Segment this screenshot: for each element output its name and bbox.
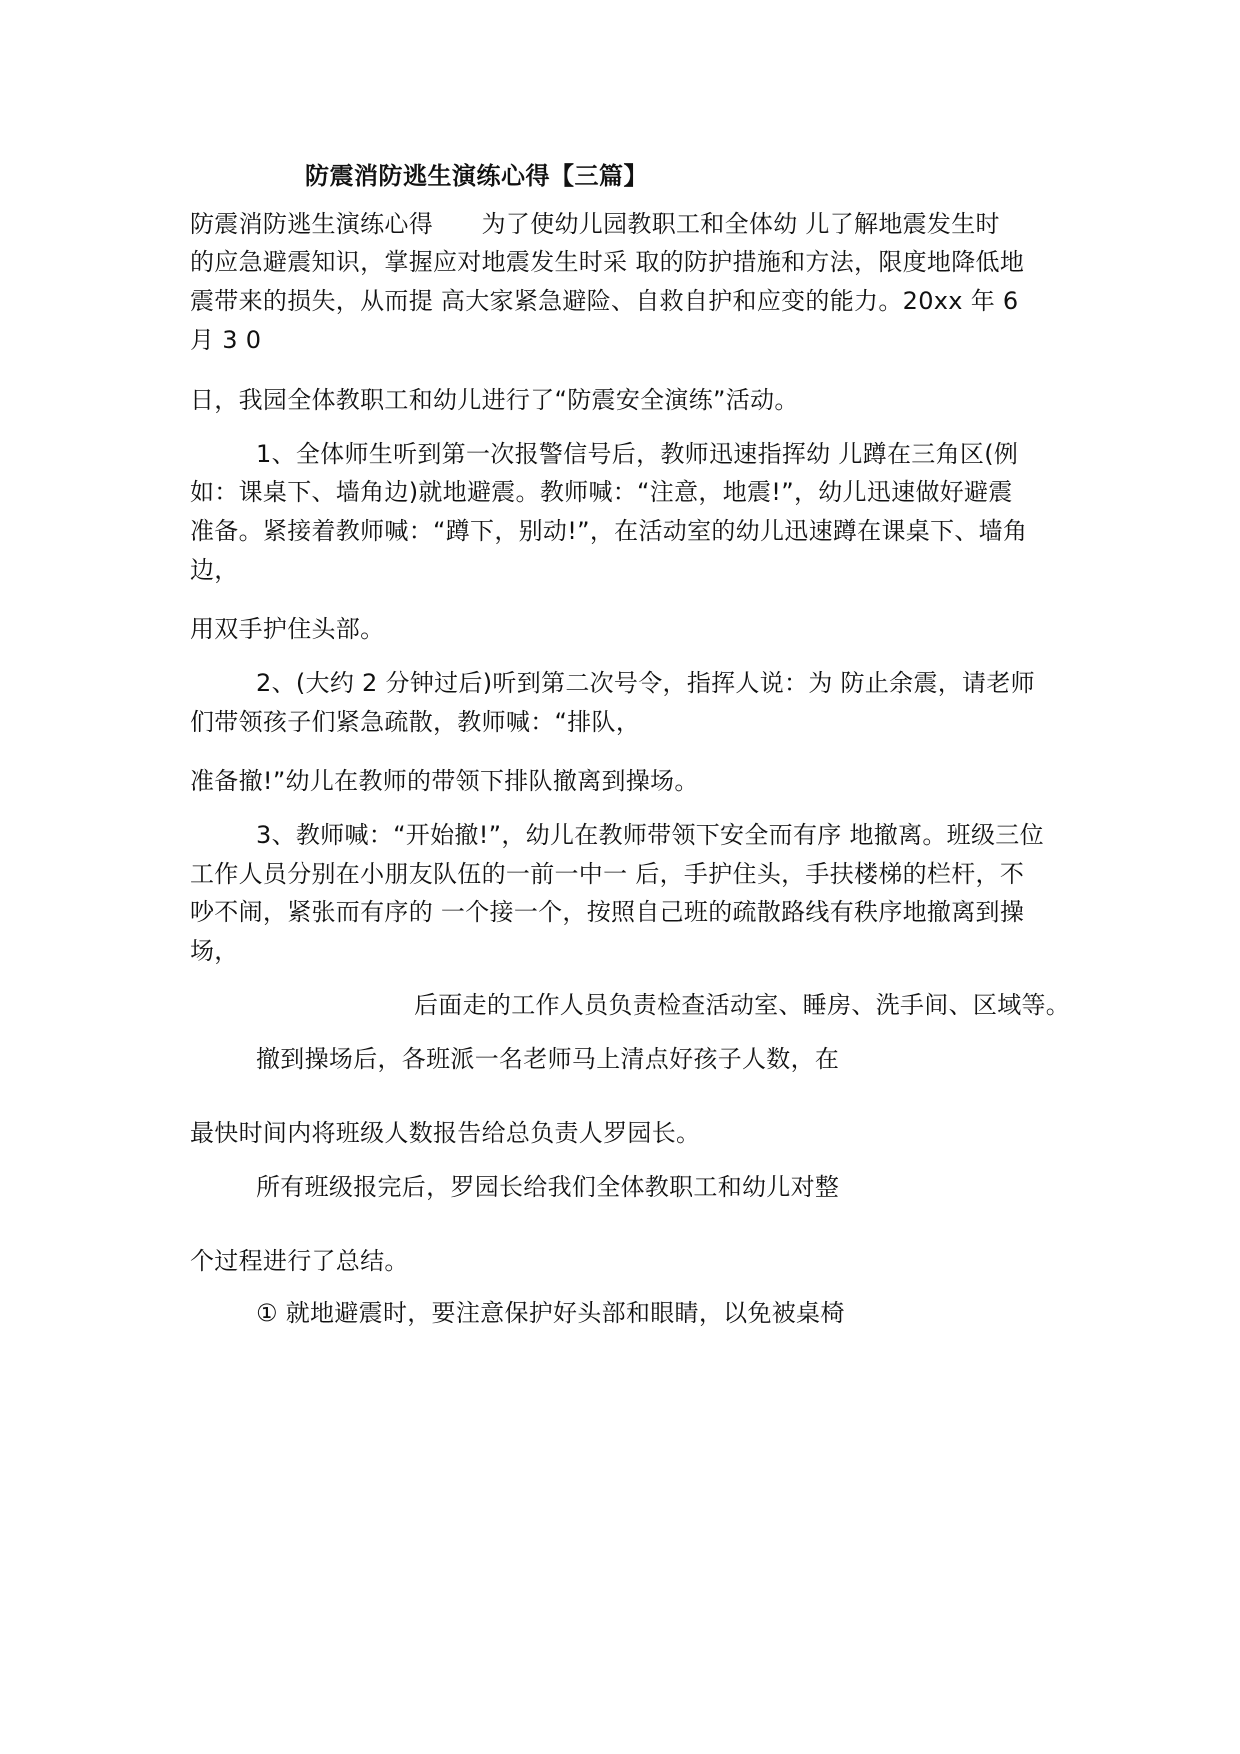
paragraph-line: 震带来的损失，从而提 高大家紧急避险、自救自护和应变的能力。20xx 年 6 [190,287,1019,315]
paragraph-line: 场， [190,937,239,965]
paragraph-line: ① 就地避震时，要注意保护好头部和眼睛，以免被桌椅 [256,1299,845,1327]
paragraph-line: 个过程进行了总结。 [190,1247,409,1275]
paragraph-line: 准备撤!”幼儿在教师的带领下排队撤离到操场。 [190,767,699,795]
paragraph-line: 最快时间内将班级人数报告给总负责人罗园长。 [190,1119,701,1147]
paragraph-line: 后面走的工作人员负责检查活动室、睡房、洗手间、区域等。 [414,991,1071,1019]
paragraph-line: 防震消防逃生演练心得 为了使幼儿园教职工和全体幼 儿了解地震发生时 [190,210,1000,238]
paragraph-line: 3、教师喊：“开始撤!”，幼儿在教师带领下安全而有序 地撤离。班级三位 [256,821,1044,849]
paragraph-line: 撤到操场后，各班派一名老师马上清点好孩子人数，在 [256,1045,840,1073]
paragraph-line: 准备。紧接着教师喊：“蹲下，别动!”，在活动室的幼儿迅速蹲在课桌下、墙角 [190,517,1028,545]
paragraph-line: 的应急避震知识，掌握应对地震发生时采 取的防护措施和方法，限度地降低地 [190,248,1025,276]
document-title: 防震消防逃生演练心得【三篇】 [305,162,648,190]
paragraph-line: 日，我园全体教职工和幼儿进行了“防震安全演练”活动。 [190,386,799,414]
paragraph-line: 1、全体师生听到第一次报警信号后，教师迅速指挥幼 儿蹲在三角区(例 [256,440,1019,468]
paragraph-line: 用双手护住头部。 [190,615,385,643]
paragraph-line: 所有班级报完后，罗园长给我们全体教职工和幼儿对整 [256,1173,840,1201]
paragraph-line: 2、(大约 2 分钟过后)听到第二次号令，指挥人说：为 防止余震，请老师 [256,669,1035,697]
paragraph-line: 吵不闹，紧张而有序的 一个接一个，按照自己班的疏散路线有秩序地撤离到操 [190,898,1025,926]
paragraph-line: 如：课桌下、墙角边)就地避震。教师喊：“注意，地震!”，幼儿迅速做好避震 [190,478,1013,506]
paragraph-line: 边， [190,556,239,584]
paragraph-line: 月 3 0 [190,326,262,354]
paragraph-line: 工作人员分别在小朋友队伍的一前一中一 后，手护住头，手扶楼梯的栏杆，不 [190,860,1025,888]
paragraph-line: 们带领孩子们紧急疏散，教师喊：“排队， [190,708,641,736]
